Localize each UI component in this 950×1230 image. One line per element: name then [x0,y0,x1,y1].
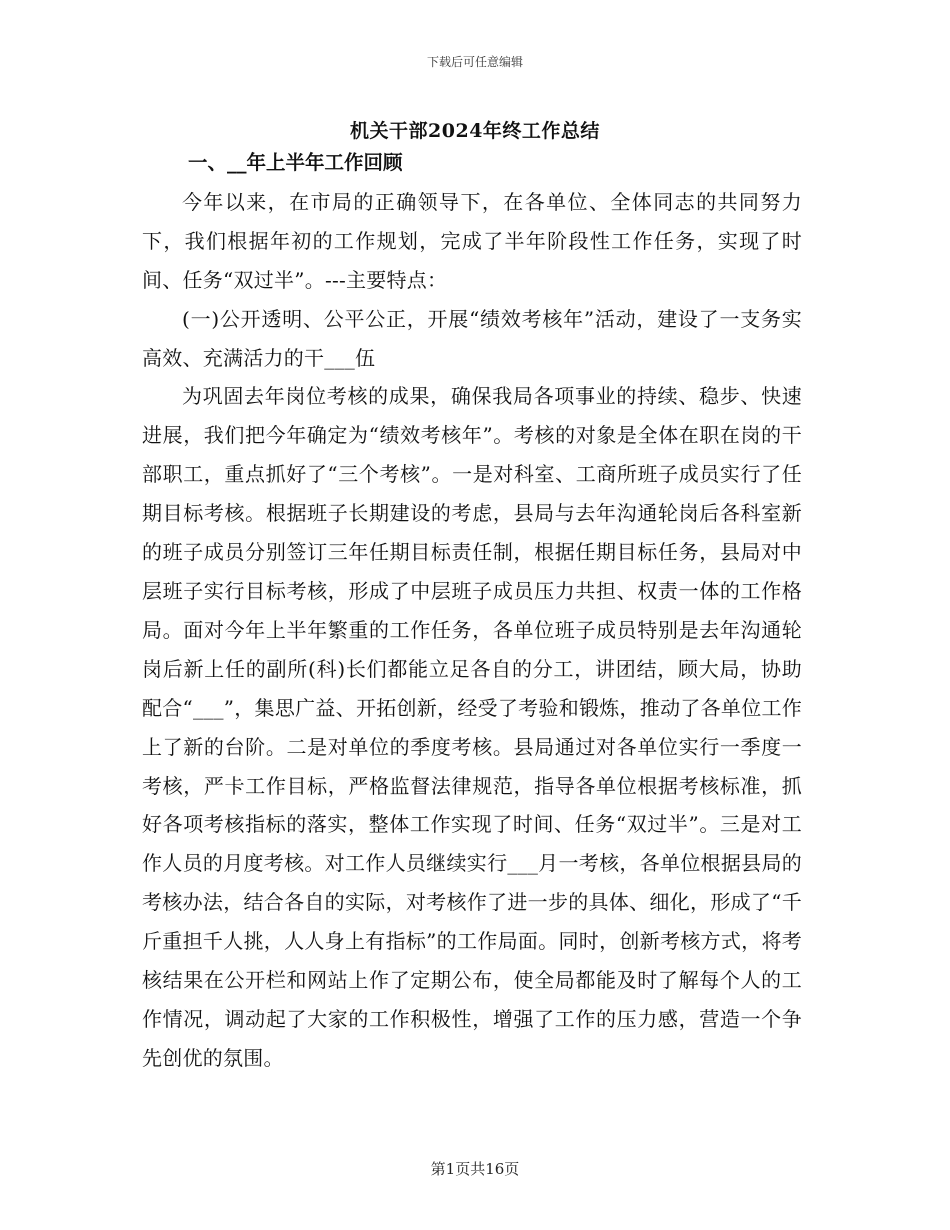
paragraph-subheading: (一)公开透明、公平公正，开展“绩效考核年”活动，建设了一支务实高效、充满活力的干___伍 [142,306,802,370]
paragraph-assessment: 为巩固去年岗位考核的成果，确保我局各项事业的持续、稳步、快速进展，我们把今年确定为“绩效考核年”。考核的对象是全体在职在岗的干部职工，重点抓好了“三个考核”。一是对科室、工商所班子成员实行了任期目标考核。根据班子长期建设的考虑，县局与去年沟通轮岗后各科室新的班子成员分别签订三年任期目标责任制，根据任期目标任务，县局对中层班子实行目标考核，形成了中层班子成员压力共担、权责一体的工作格局。面对今年上半年繁重的工作任务，各单位班子成员特别是去年沟通轮岗后新上任的副所(科)长们都能立足各自的分工，讲团结，顾大局，协助配合“___”，集思广益、开拓创新，经受了考验和锻炼，推动了各单位工作上了新的台阶。二是对单位的季度考核。县局通过对各单位实行一季度一考核，严卡工作目标，严格监督法律规范，指导各单位根据考核标准，抓好各项考核指标的落实，整体工作实现了时间、任务“双过半”。三是对工作人员的月度考核。对工作人员继续实行___月一考核，各单位根据县局的考核办法，结合各自的实际，对考核作了进一步的具体、细化，形成了“千斤重担千人挑，人人身上有指标”的工作局面。同时，创新考核方式，将考核结果在公开栏和网站上作了定期公布，使全局都能及时了解每个人的工作情况，调动起了大家的工作积极性，增强了工作的压力感，营造一个争先创优的氛围。 [142,384,802,1070]
document-title: 机关干部2024年终工作总结 [350,120,600,142]
section-heading: 一、__年上半年工作回顾 [188,151,403,174]
document-body [142,144,802,1078]
page-indicator: 第1页共16页 [430,1160,520,1178]
header-note: 下载后可任意编辑 [426,55,523,69]
paragraph-intro: 今年以来，在市局的正确领导下，在各单位、全体同志的共同努力下，我们根据年初的工作规划，完成了半年阶段性工作任务，实现了时间、任务“双过半”。---主要特点： [142,189,802,292]
